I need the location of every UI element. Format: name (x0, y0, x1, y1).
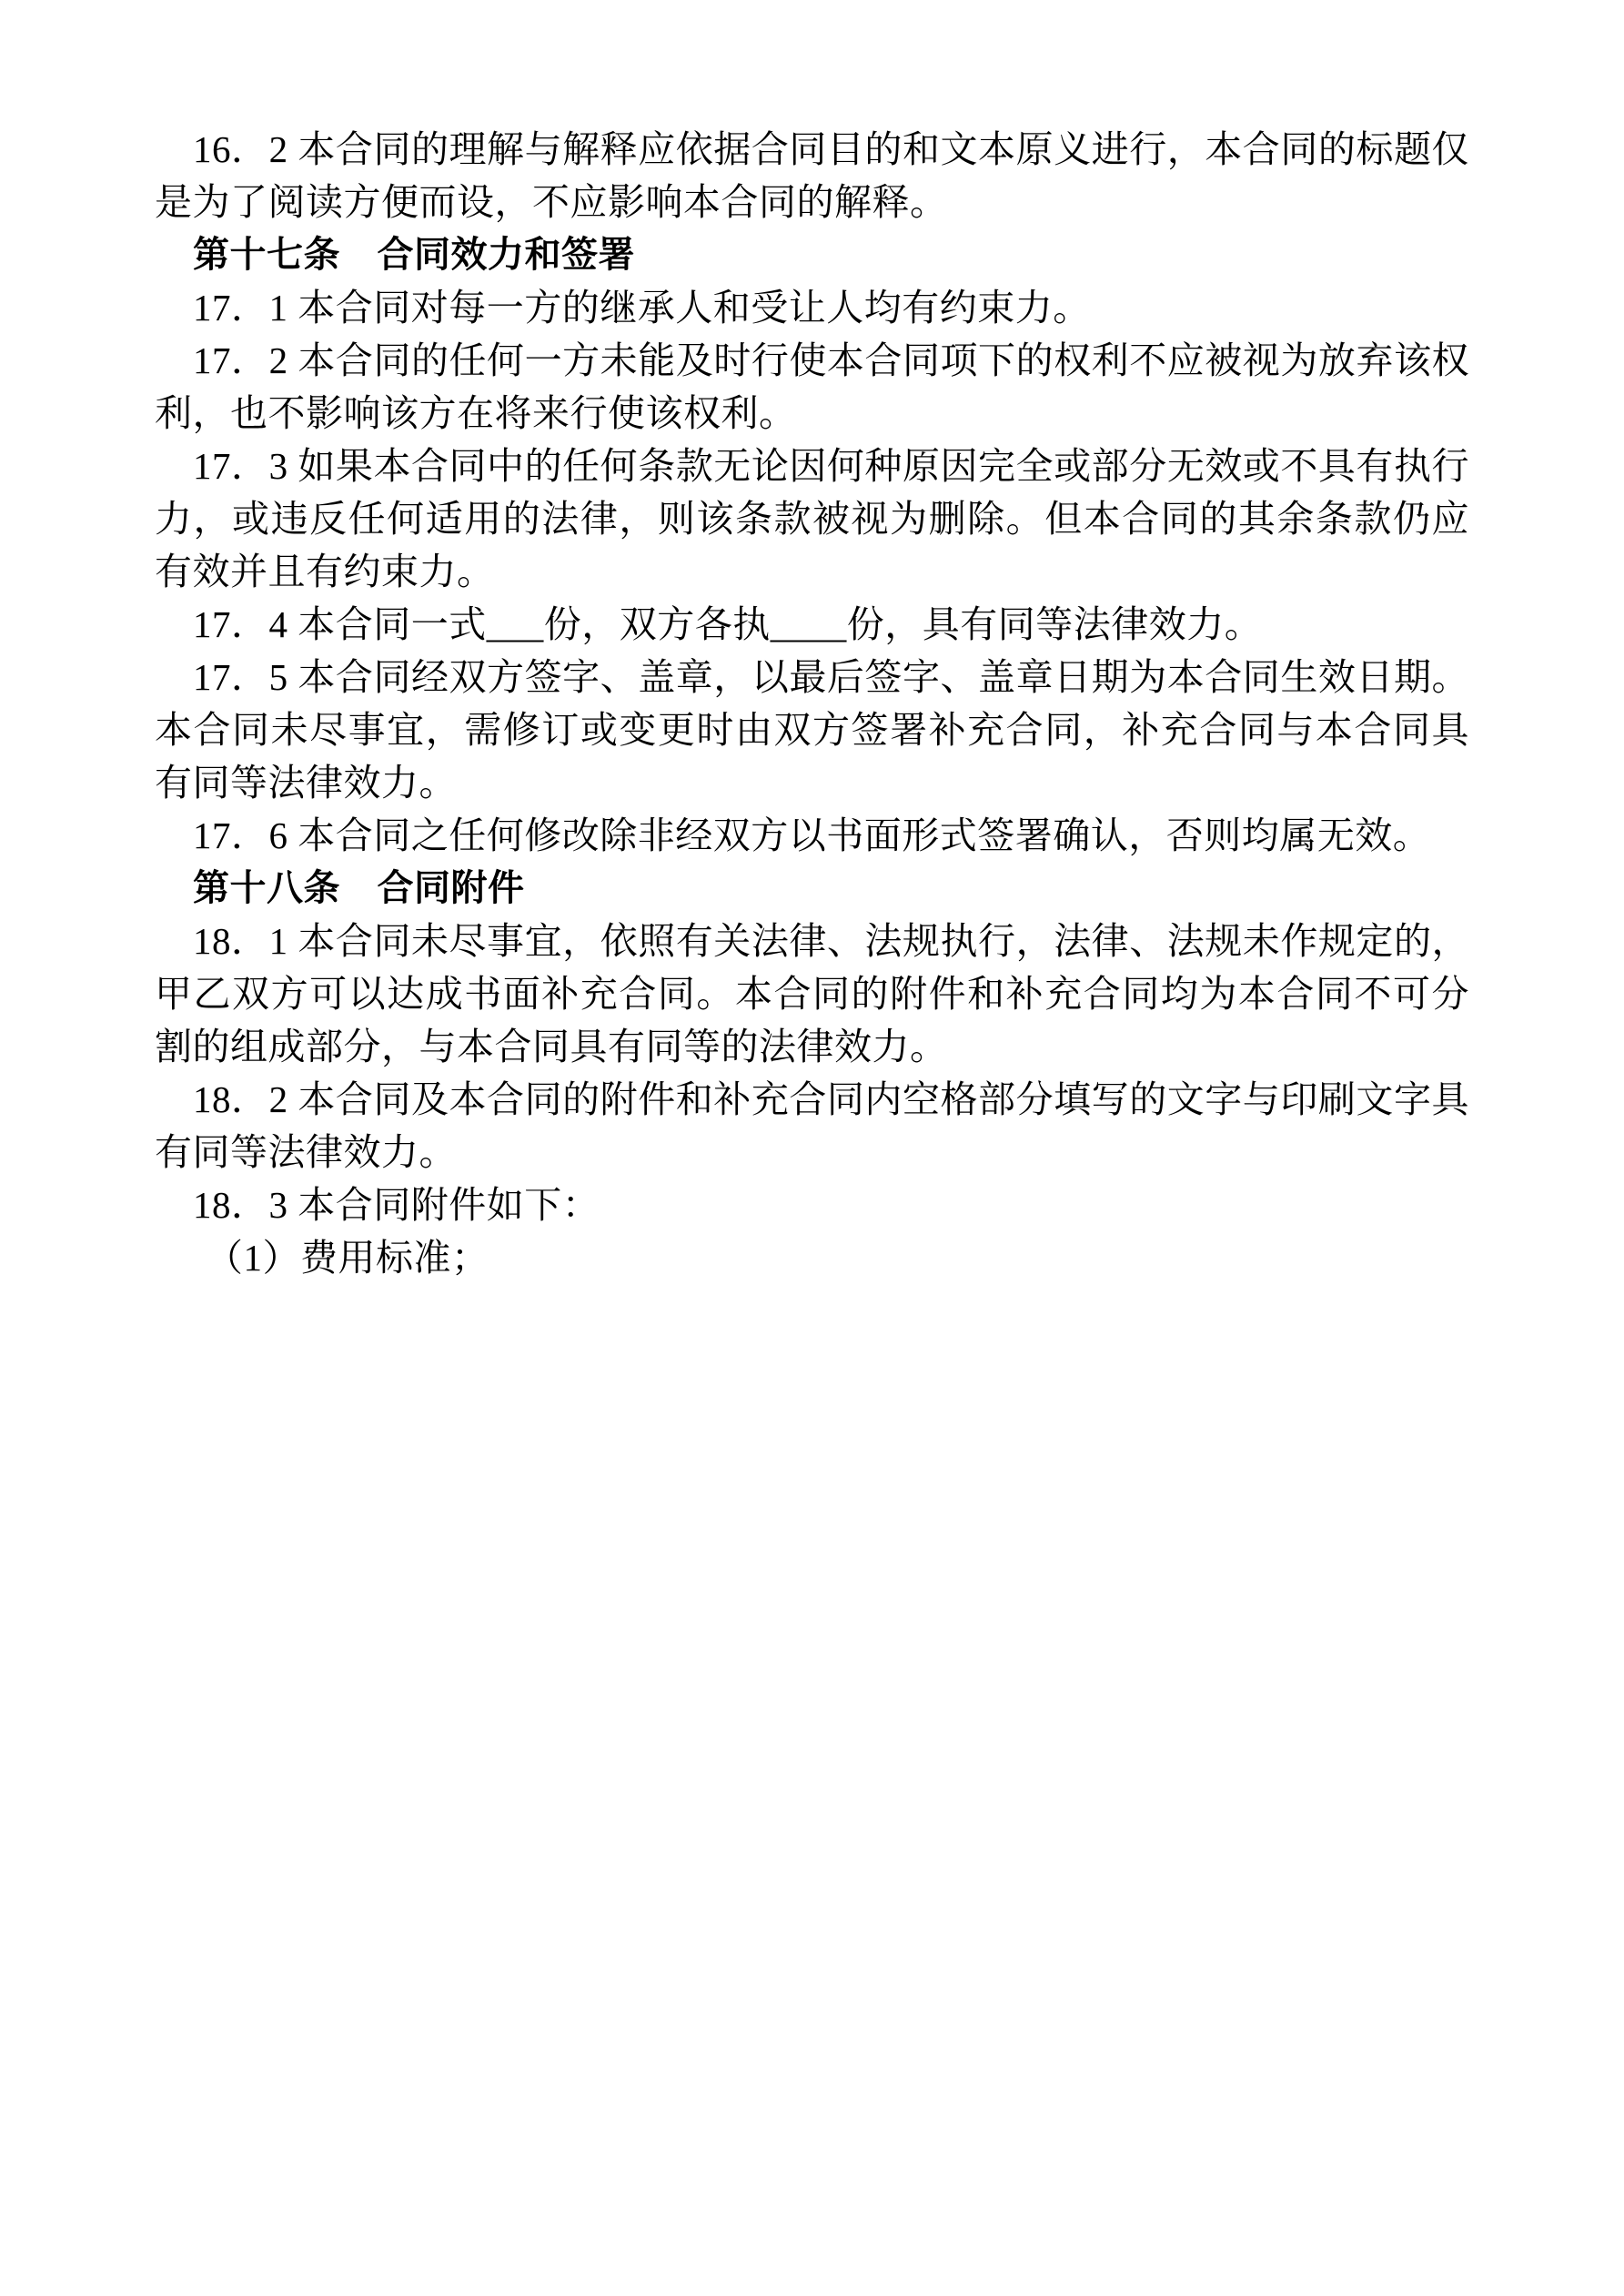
clause-16-2: 16．2 本合同的理解与解释应依据合同目的和文本原义进行，本合同的标题仅是为了阅读方便而设，不应影响本合同的解释。 (155, 128, 1469, 223)
clause-18-2: 18．2 本合同及本合同的附件和补充合同内空格部分填写的文字与印刷文字具有同等法律效力。 (155, 1078, 1469, 1173)
clause-17-6: 17．6 本合同之任何修改除非经双方以书面形式签署确认，否则均属无效。 (193, 814, 1431, 856)
clause-17-5: 17．5 本合同经双方签字、盖章，以最后签字、盖章日期为本合同生效日期。本合同未尽事宜，需修订或变更时由双方签署补充合同，补充合同与本合同具有同等法律效力。 (155, 656, 1469, 804)
clause-17-4: 17．4 本合同一式___份，双方各执____份，具有同等法律效力。 (193, 603, 1263, 645)
clause-18-3: 18．3 本合同附件如下： (193, 1184, 600, 1226)
attachment-item-1: （1）费用标准； (206, 1237, 489, 1279)
clause-17-1: 17．1 本合同对每一方的继承人和受让人均有约束力。 (193, 287, 1091, 329)
clause-17-2: 17．2 本合同的任何一方未能及时行使本合同项下的权利不应被视为放弃该权利，也不影响该方在将来行使该权利。 (155, 339, 1469, 434)
clause-17-3: 17．3 如果本合同中的任何条款无论因何种原因完全或部分无效或不具有执行力，或违反任何适用的法律，则该条款被视为删除。但本合同的其余条款仍应有效并且有约束力。 (155, 445, 1469, 592)
article-18-heading: 第十八条 合同附件 (193, 868, 525, 908)
clause-18-1: 18．1 本合同未尽事宜，依照有关法律、法规执行，法律、法规未作规定的，甲乙双方可以达成书面补充合同。本合同的附件和补充合同均为本合同不可分割的组成部分，与本合同具有同等的法律效力。 (155, 920, 1469, 1067)
article-17-heading: 第十七条 合同效力和签署 (193, 235, 635, 275)
contract-text-body (155, 123, 1469, 1284)
